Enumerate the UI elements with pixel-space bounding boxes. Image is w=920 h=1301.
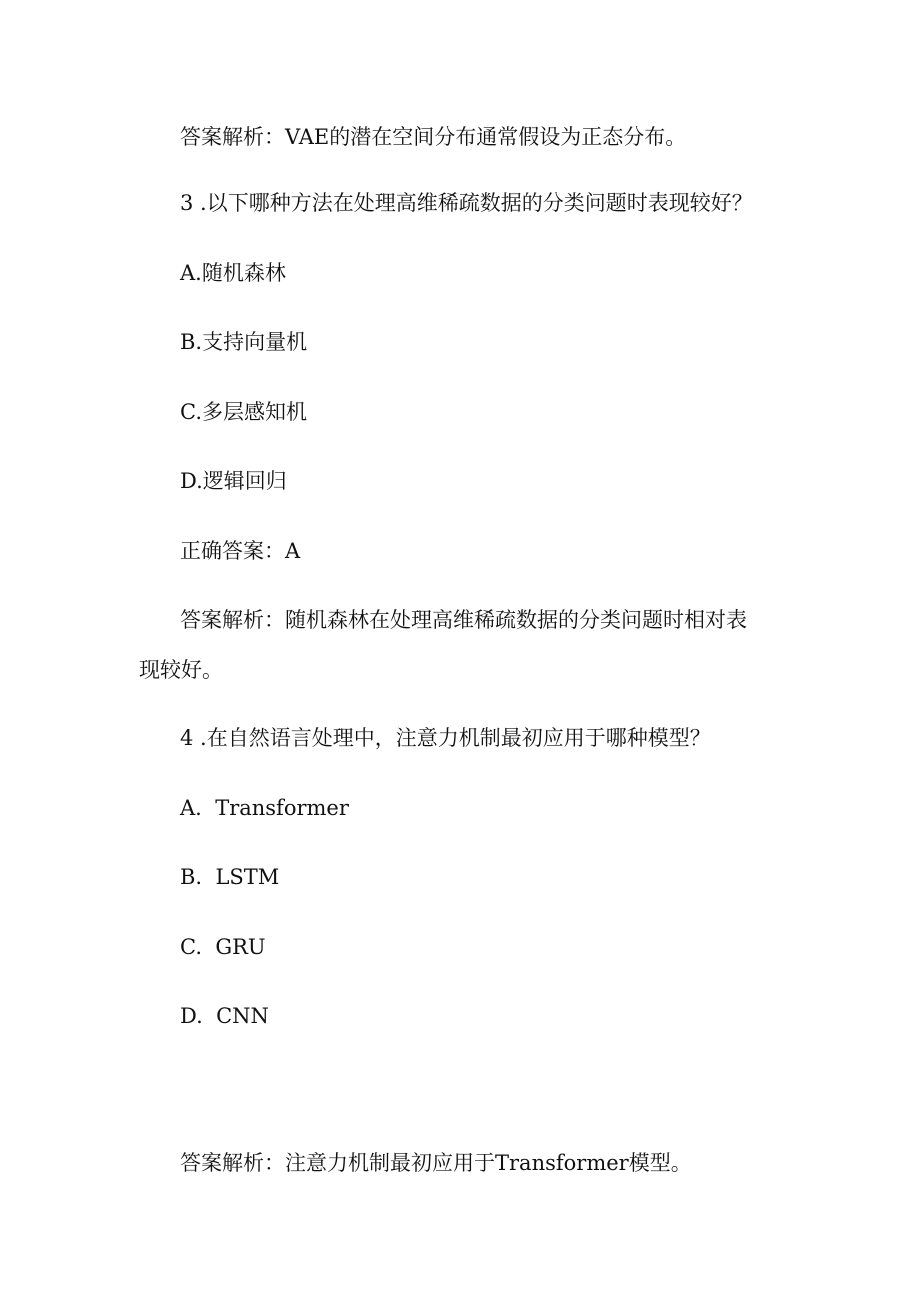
question-4-option-b: B. LSTM xyxy=(180,865,280,889)
question-3-explanation-line-1: 答案解析：随机森林在处理高维稀疏数据的分类问题时相对表 xyxy=(180,608,747,632)
question-3-option-b: B.支持向量机 xyxy=(180,330,308,354)
question-4-option-d: D. CNN xyxy=(180,1004,269,1028)
question-3-option-c: C.多层感知机 xyxy=(180,400,307,424)
question-3-explanation-line-2: 现较好。 xyxy=(139,658,223,682)
question-3-option-d: D.逻辑回归 xyxy=(180,469,287,493)
prev-answer-explanation: 答案解析：VAE的潜在空间分布通常假设为正态分布。 xyxy=(180,125,687,149)
question-3-correct-answer: 正确答案：A xyxy=(180,539,301,563)
question-3-text: 3 .以下哪种方法在处理高维稀疏数据的分类问题时表现较好？ xyxy=(180,191,753,215)
question-4-explanation: 答案解析：注意力机制最初应用于Transformer模型。 xyxy=(180,1151,692,1175)
question-3-option-a: A.随机森林 xyxy=(180,261,286,285)
question-4-option-c: C. GRU xyxy=(180,935,266,959)
question-4-text: 4 .在自然语言处理中，注意力机制最初应用于哪种模型？ xyxy=(180,726,711,750)
question-4-option-a: A. Transformer xyxy=(180,796,349,820)
